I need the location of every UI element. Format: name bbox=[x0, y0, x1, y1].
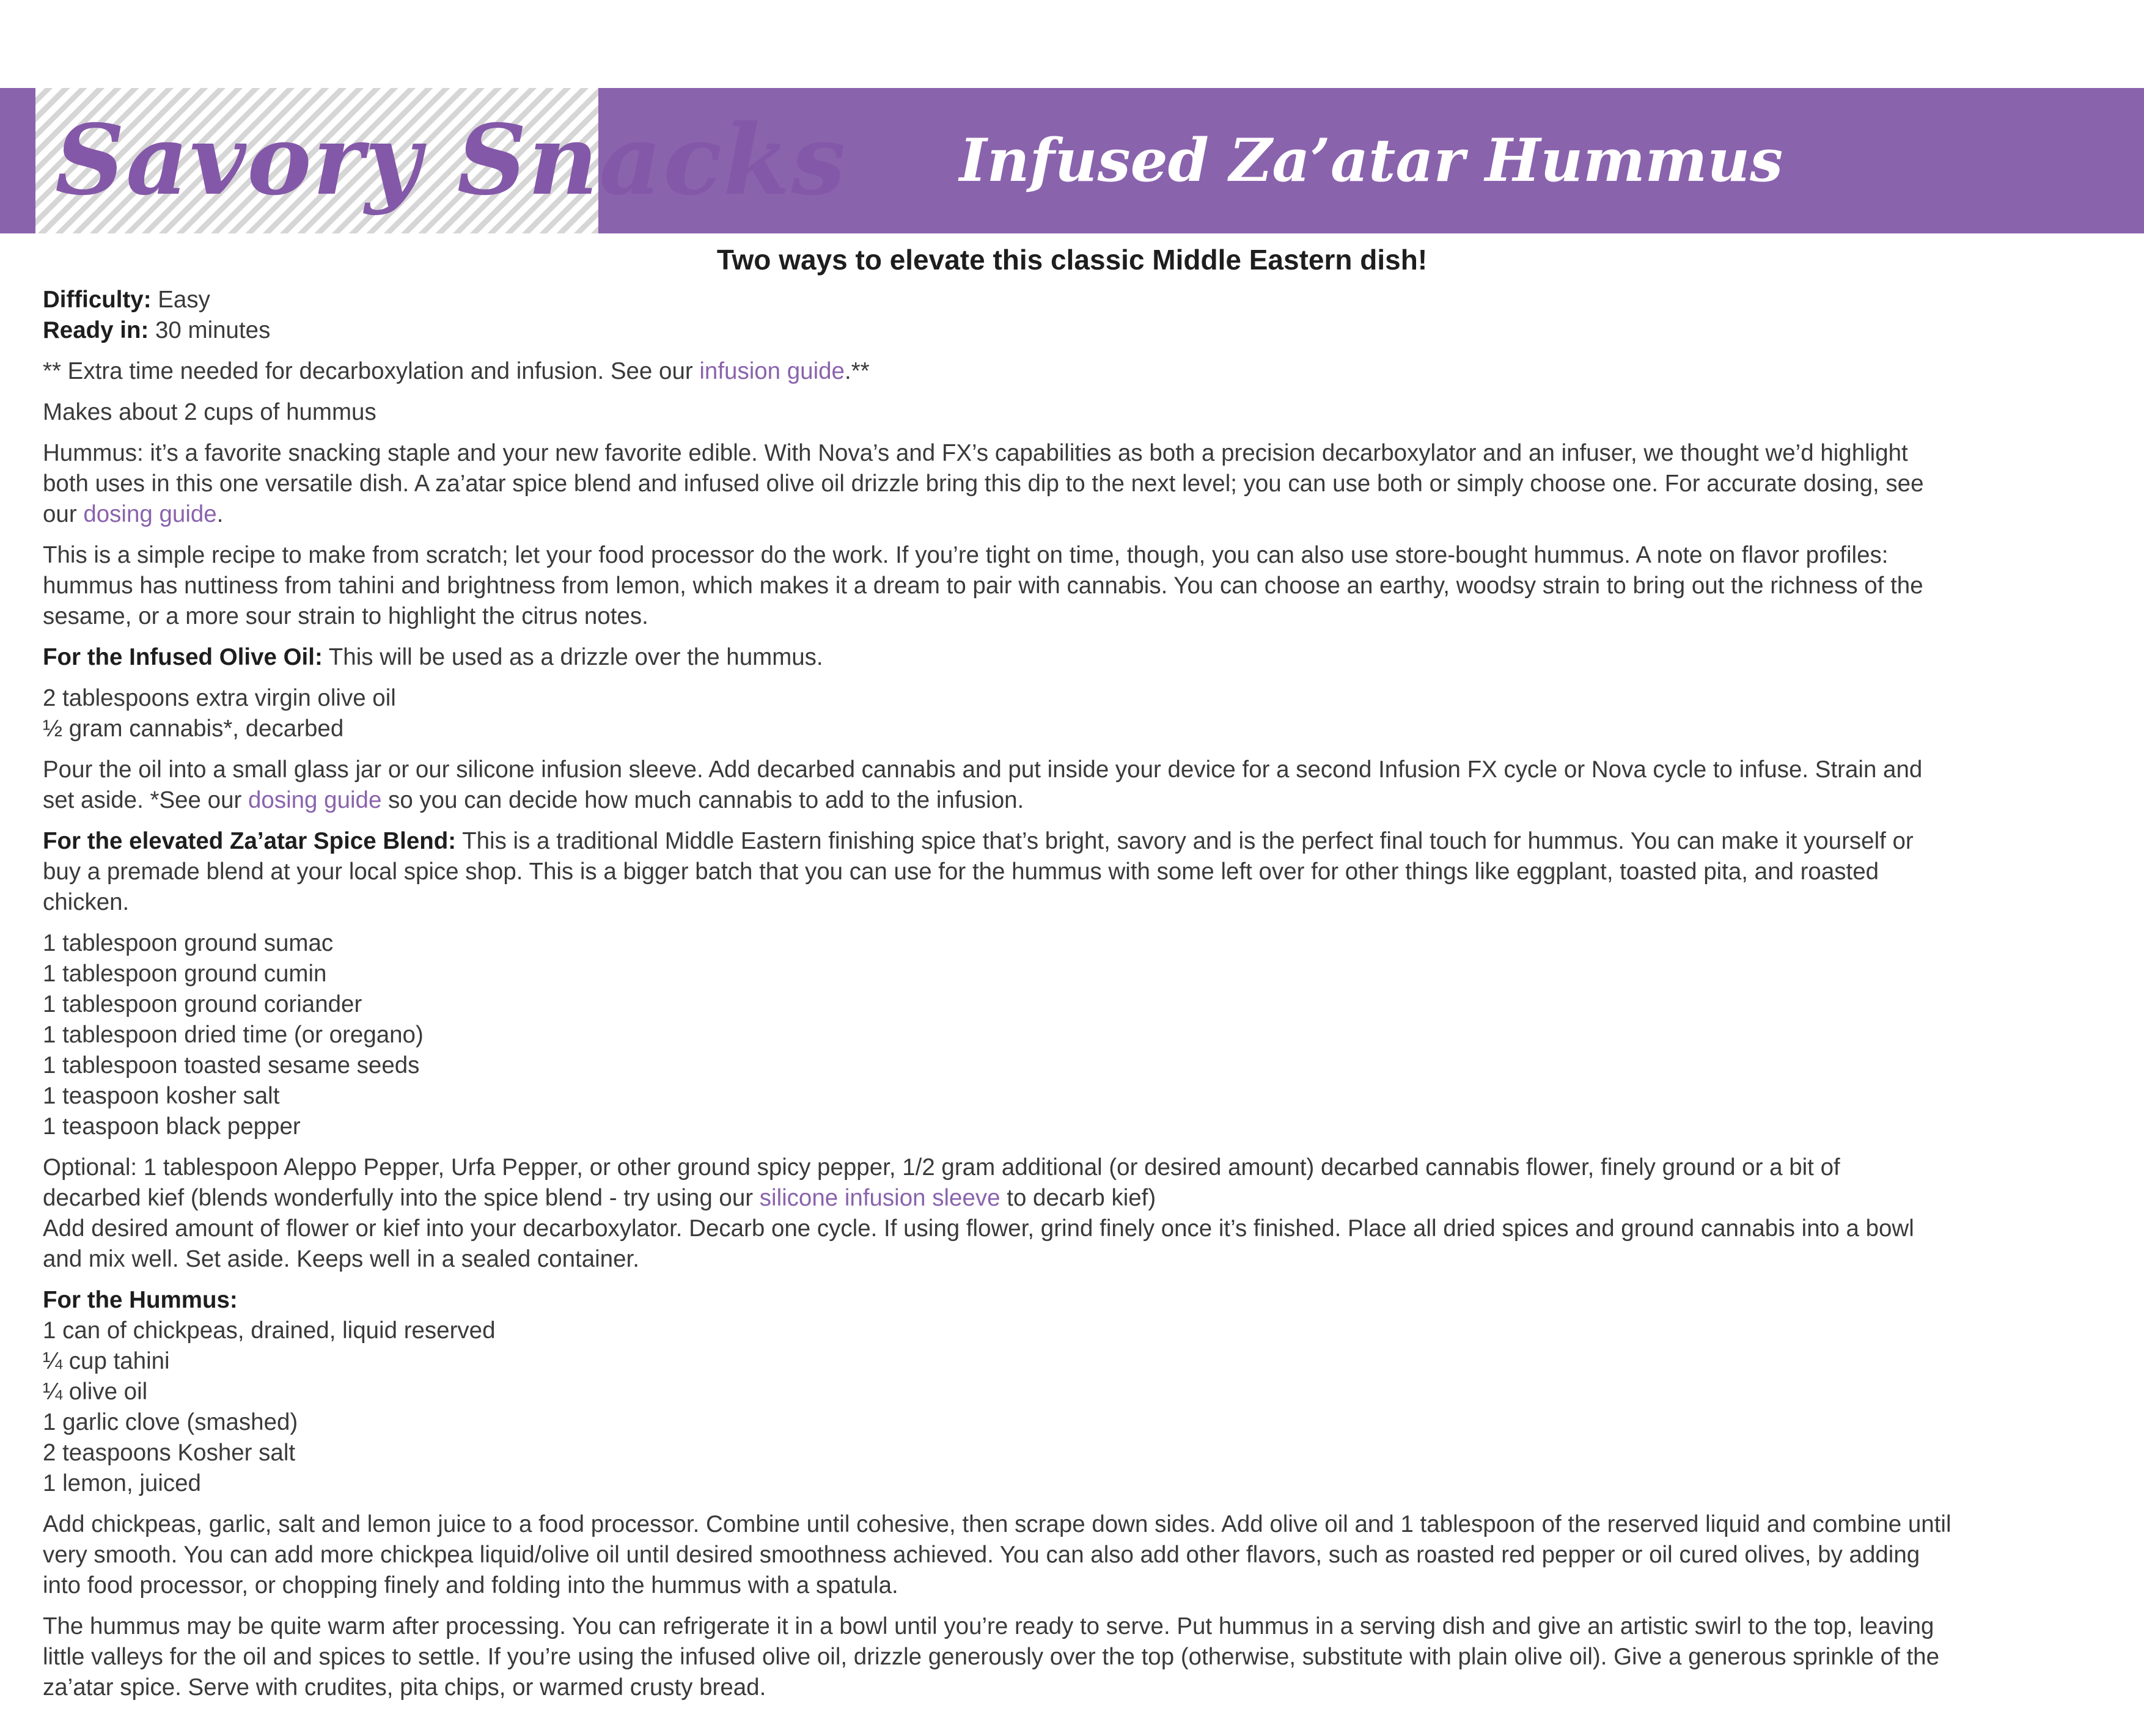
difficulty bbox=[43, 285, 2109, 315]
list-item: 1 lemon, juiced bbox=[43, 1470, 201, 1496]
spice-heading-label: For the elevated Za’atar Spice Blend: bbox=[43, 828, 457, 854]
oil-steps: Pour the oil into a small glass jar or our silicone infusion sleeve. Add decarbed cannabis and put inside your device for a second Infusion FX cycle or Nova cycle to infuse. Strain and set aside. *See our dosing guide so you can decide how much cannabis to add to the infusion. bbox=[43, 756, 1923, 813]
spice-ingredients bbox=[43, 928, 2109, 1142]
list-item: 1 tablespoon toasted sesame seeds bbox=[43, 1052, 420, 1079]
list-item: 1 tablespoon ground cumin bbox=[43, 961, 327, 987]
list-item: 1 teaspoon black pepper bbox=[43, 1113, 301, 1140]
list-item: ¼ olive oil bbox=[43, 1379, 148, 1405]
list-item: 1 tablespoon ground coriander bbox=[43, 991, 362, 1017]
list-item: ½ gram cannabis*, decarbed bbox=[43, 716, 344, 742]
spice-optional: Optional: 1 tablespoon Aleppo Pepper, Urfa Pepper, or other ground spicy pepper, 1/2 gram additional (or desired amount) decarbed cannabis flower, finely ground or a bit of decarbed kief (blends wonderfully into the spice blend - try using our silicone infusion sleeve to decarb kief) Add desired amount of flower or kief into your decarboxylator. Decarb one cycle. If using flower, grind finely once it’s finished. Place all dried spices and ground cannabis into a bowl and mix well. Set aside. Keeps well in a sealed container. bbox=[43, 1154, 1914, 1272]
extra-time-note: ** Extra time needed for decarboxylation and infusion. See our infusion guide.** bbox=[43, 358, 870, 384]
hummus-section bbox=[43, 1285, 2109, 1499]
list-item: 1 tablespoon dried time (or oregano) bbox=[43, 1022, 424, 1048]
silicone-infusion-sleeve-link[interactable]: silicone infusion sleeve bbox=[759, 1185, 1000, 1211]
ready-in-value: 30 minutes bbox=[149, 317, 271, 343]
ready-in-label: Ready in: bbox=[43, 317, 149, 343]
list-item: 1 teaspoon kosher salt bbox=[43, 1083, 280, 1109]
intro-paragraph: Hummus: it’s a favorite snacking staple and your new favorite edible. With Nova’s and FX’s capabilities as both a precision decarboxylator and an infuser, we thought we’d highlight both uses in this one versatile dish. A za’atar spice blend and infused olive oil drizzle bring this dip to the next level; you can use both or simply choose one. For accurate dosing, see our dosing guide. bbox=[43, 440, 1924, 527]
difficulty-label: Difficulty: bbox=[43, 287, 152, 313]
list-item: 1 can of chickpeas, drained, liquid reserved bbox=[43, 1317, 496, 1344]
oil-heading: For the Infused Olive Oil: This will be used as a drizzle over the hummus. bbox=[43, 644, 823, 670]
difficulty-value: Easy bbox=[151, 287, 210, 313]
recipe-body bbox=[43, 285, 2109, 1713]
list-item: 2 teaspoons Kosher salt bbox=[43, 1440, 296, 1466]
hummus-heading: For the Hummus: bbox=[43, 1287, 238, 1313]
category-title: Savory Snacks bbox=[55, 104, 847, 217]
list-item: 2 tablespoons extra virgin olive oil bbox=[43, 685, 396, 711]
about-paragraph: This is a simple recipe to make from scratch; let your food processor do the work. If you’re tight on time, though, you can also use store-bought hummus. A note on flavor profiles: hummus has nuttiness from tahini and brightness from lemon, which makes it a dream to pair with cannabis. You can choose an earthy, woodsy strain to bring out the richness of the sesame, or a more sour strain to highlight the citrus notes. bbox=[43, 542, 1923, 629]
list-item: 1 garlic clove (smashed) bbox=[43, 1409, 298, 1435]
recipe-subtitle: Two ways to elevate this classic Middle Eastern dish! bbox=[716, 244, 1428, 276]
list-item: 1 tablespoon ground sumac bbox=[43, 930, 334, 956]
dosing-guide-link[interactable]: dosing guide bbox=[83, 501, 217, 527]
hummus-step-1: Add chickpeas, garlic, salt and lemon juice to a food processor. Combine until cohesive, then scrape down sides. Add olive oil and 1 tablespoon of the reserved liquid and combine until very smooth. You can add more chickpea liquid/olive oil until desired smoothness achieved. You can also add other flavors, such as roasted red pepper or oil cured olives, by adding into food processor, or chopping finely and folding into the hummus with a spatula. bbox=[43, 1511, 1951, 1599]
list-item: ¼ cup tahini bbox=[43, 1348, 170, 1374]
oil-ingredients bbox=[43, 683, 2109, 744]
spice-heading: For the elevated Za’atar Spice Blend: This is a traditional Middle Eastern finishing spice that’s bright, savory and is the perfect final touch for hummus. You can make it yourself or buy a premade blend at your local spice shop. This is a bigger batch that you can use for the hummus with some left over for other things like eggplant, toasted pita, and roasted chicken. bbox=[43, 828, 1914, 915]
recipe-meta bbox=[43, 285, 2109, 346]
ready-in bbox=[43, 315, 2109, 346]
oil-heading-label: For the Infused Olive Oil: bbox=[43, 644, 323, 670]
hummus-step-2: The hummus may be quite warm after processing. You can refrigerate it in a bowl until you’re ready to serve. Put hummus in a serving dish and give an artistic swirl to the top, leaving little valleys for the oil and spices to settle. If you’re using the infused olive oil, drizzle generously over the top (otherwise, substitute with plain olive oil). Give a generous sprinkle of the za’atar spice. Serve with crudites, pita chips, or warmed crusty bread. bbox=[43, 1613, 1939, 1701]
dosing-guide-link[interactable]: dosing guide bbox=[248, 787, 382, 813]
infusion-guide-link[interactable]: infusion guide bbox=[699, 358, 845, 384]
yield-text: Makes about 2 cups of hummus bbox=[43, 399, 376, 425]
recipe-title: Infused Za’atar Hummus bbox=[959, 126, 1783, 195]
